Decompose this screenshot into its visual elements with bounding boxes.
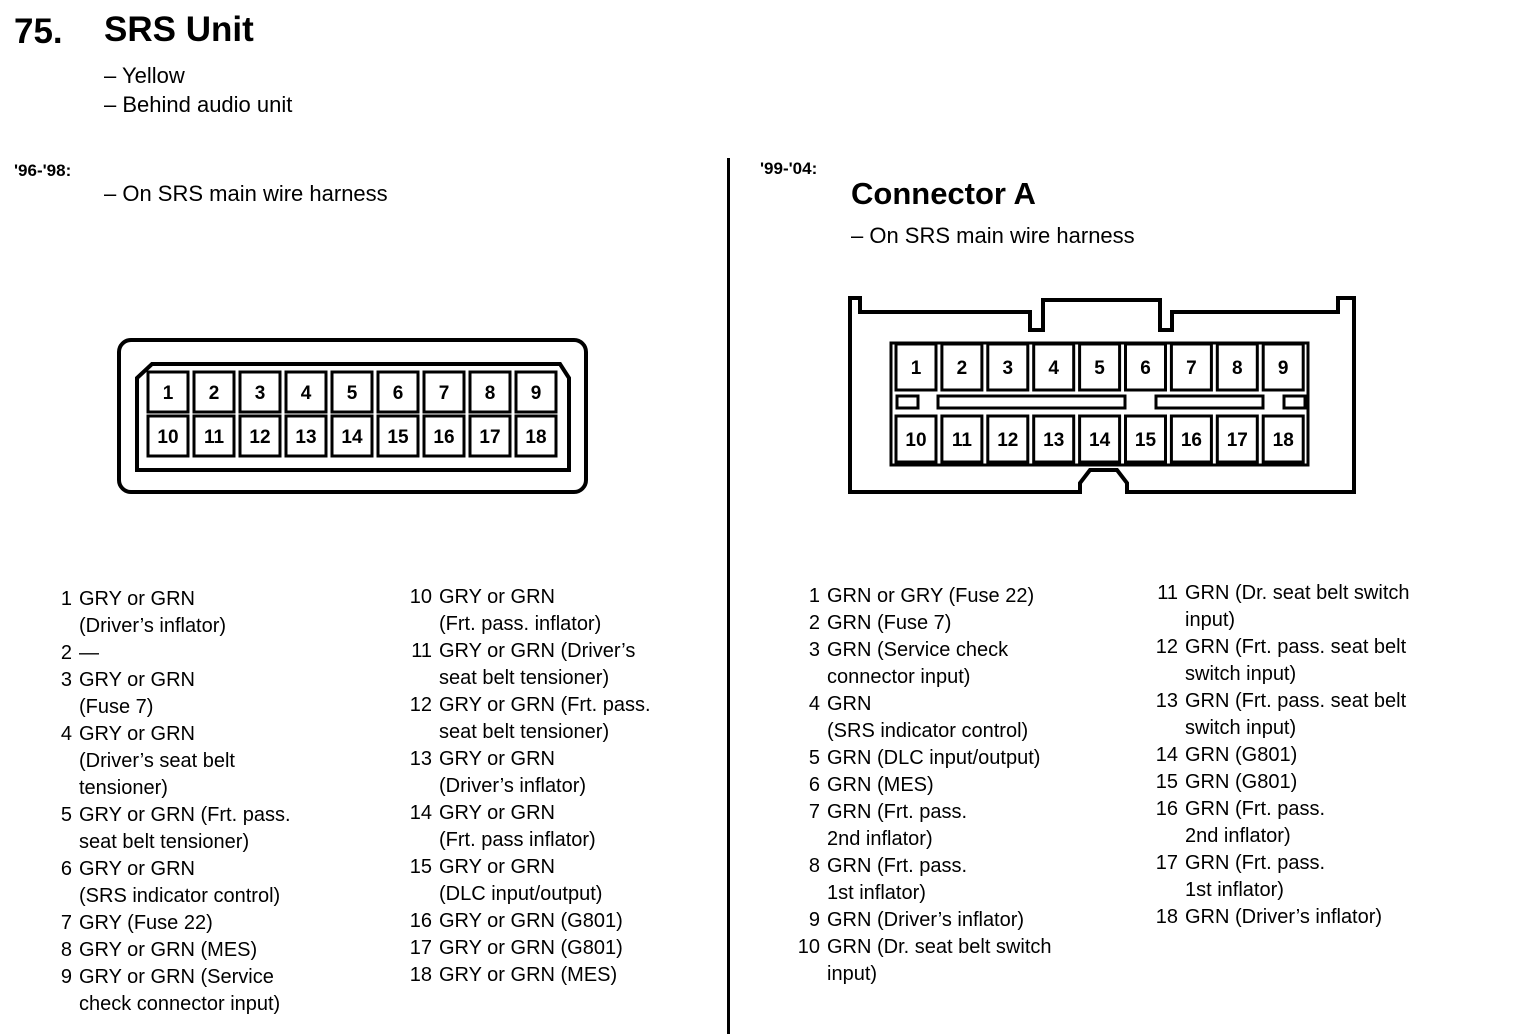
left-location: – On SRS main wire harness: [104, 181, 388, 206]
left-pin-list-2: [404, 584, 651, 989]
pin-number: 4: [60, 723, 72, 745]
pin-number: 13: [1155, 690, 1178, 712]
pin-description: GRY or GRN (SRS indicator control): [79, 858, 281, 907]
pin-list-item: [404, 908, 651, 935]
left-pin-label: 4: [300, 383, 312, 404]
right-connector-rail-left: [938, 396, 1125, 408]
right-pin-label: 10: [905, 430, 927, 451]
pin-list-item: [792, 610, 1052, 637]
pin-description: GRY or GRN (MES): [79, 939, 258, 961]
pin-description: GRY or GRN (Service check connector input): [79, 966, 281, 1015]
pin-list-item: [52, 937, 291, 964]
pin-description: GRY or GRN (Frt. pass. seat belt tensioner): [79, 804, 291, 853]
pin-list-item: [404, 692, 651, 746]
pin-number: 8: [60, 939, 72, 961]
pin-number: 2: [808, 612, 820, 634]
pin-number: 16: [409, 910, 432, 932]
pin-list-item: [1150, 634, 1410, 688]
pin-description: GRY or GRN (Driver’s seat belt tensioner): [79, 723, 235, 799]
pin-number: 3: [808, 639, 820, 661]
pin-description: GRN (Service check connector input): [827, 639, 1009, 688]
right-pin-label: 11: [951, 430, 972, 451]
pin-description: GRN or GRY (Fuse 22): [827, 585, 1035, 607]
color-note: – Yellow: [104, 63, 185, 88]
pin-list-item: [1150, 904, 1410, 931]
pin-list-item: [404, 584, 651, 638]
pin-number: 1: [808, 585, 820, 607]
right-years-label: '99-'04:: [760, 159, 818, 178]
pin-description: GRN (Dr. seat belt switch input): [1185, 582, 1410, 631]
left-pin-label: 3: [254, 383, 266, 404]
right-pin-grid: [896, 344, 1303, 462]
left-pin-label: 10: [157, 427, 179, 448]
pin-list-item: [1150, 850, 1410, 904]
right-pin-label: 9: [1277, 358, 1289, 379]
right-pin-label: 18: [1272, 430, 1294, 451]
pin-list-item: [404, 935, 651, 962]
pin-list-item: [404, 638, 651, 692]
pin-number: 10: [797, 936, 820, 958]
page-title: SRS Unit: [104, 10, 254, 49]
left-pin-label: 17: [479, 427, 501, 448]
pin-list-item: [792, 637, 1052, 691]
right-pin-label: 1: [910, 358, 922, 379]
pin-list-item: [404, 962, 651, 989]
pin-number: 9: [60, 966, 72, 988]
pin-list-item: [404, 854, 651, 908]
pin-number: 13: [409, 748, 432, 770]
pin-description: GRN (MES): [827, 774, 934, 796]
pin-description: GRN (Frt. pass. 2nd inflator): [827, 801, 968, 850]
pin-list-item: [792, 907, 1052, 934]
right-pin-label: 7: [1186, 358, 1197, 379]
pin-list-item: [404, 746, 651, 800]
pin-number: 12: [409, 694, 432, 716]
left-pin-label: 14: [341, 427, 363, 448]
pin-description: GRN (Driver’s inflator): [827, 909, 1025, 931]
pin-description: GRN (Fuse 7): [827, 612, 952, 634]
right-pin-label: 17: [1226, 430, 1248, 451]
pin-description: GRN (Frt. pass. 1st inflator): [1185, 852, 1326, 901]
right-pin-label: 16: [1180, 430, 1202, 451]
pin-list-item: [1150, 580, 1410, 634]
pin-list-item: [792, 934, 1052, 988]
pin-description: GRN (Frt. pass. 2nd inflator): [1185, 798, 1326, 847]
right-pin-list-1: [792, 583, 1052, 988]
pin-description: GRN (SRS indicator control): [827, 693, 1029, 742]
pin-number: 1: [60, 588, 72, 610]
left-pin-label: 5: [346, 383, 358, 404]
pin-description: GRN (Frt. pass. seat belt switch input): [1185, 636, 1407, 685]
pin-number: 10: [409, 586, 432, 608]
pin-list-item: [52, 910, 291, 937]
left-pin-label: 13: [295, 427, 317, 448]
pin-number: 11: [411, 640, 432, 662]
pin-description: GRN (Frt. pass. 1st inflator): [827, 855, 968, 904]
right-pin-label: 6: [1140, 358, 1151, 379]
right-connector-latch-right: [1284, 396, 1305, 408]
pin-number: 9: [808, 909, 820, 931]
pin-number: 18: [409, 964, 432, 986]
pin-list-item: [792, 583, 1052, 610]
left-pin-label: 15: [387, 427, 409, 448]
left-pin-label: 1: [162, 383, 174, 404]
left-pin-label: 16: [433, 427, 455, 448]
pin-number: 14: [1155, 744, 1178, 766]
pin-number: 4: [808, 693, 820, 715]
pin-description: GRY or GRN (Driver’s inflator): [79, 588, 227, 637]
pin-list-item: [792, 691, 1052, 745]
pin-description: GRN (G801): [1185, 771, 1298, 793]
right-pin-label: 2: [956, 358, 968, 379]
section-number: 75.: [14, 12, 63, 51]
right-pin-label: 12: [997, 430, 1019, 451]
right-pin-label: 13: [1043, 430, 1065, 451]
pin-list-item: [1150, 796, 1410, 850]
pin-list-item: [1150, 742, 1410, 769]
pin-number: 17: [409, 937, 432, 959]
pin-number: 3: [60, 669, 72, 691]
pin-number: 8: [808, 855, 820, 877]
left-pin-label: 8: [484, 383, 496, 404]
left-pin-label: 6: [392, 383, 404, 404]
pin-number: 15: [1155, 771, 1178, 793]
pin-list-item: [404, 800, 651, 854]
pin-number: 16: [1155, 798, 1178, 820]
pin-description: GRY or GRN (MES): [439, 964, 618, 986]
pin-number: 7: [808, 801, 820, 823]
left-pin-label: 7: [438, 383, 450, 404]
pin-number: 5: [808, 747, 820, 769]
left-years-label: '96-'98:: [14, 161, 72, 180]
pin-list-item: [52, 586, 291, 640]
pin-description: —: [79, 642, 99, 664]
pin-description: GRN (Dr. seat belt switch input): [827, 936, 1052, 985]
pin-list-item: [792, 799, 1052, 853]
right-pin-label: 8: [1232, 358, 1243, 379]
pin-list-item: [52, 721, 291, 802]
pin-number: 14: [409, 802, 432, 824]
right-pin-label: 14: [1089, 430, 1111, 451]
pin-list-item: [52, 856, 291, 910]
pin-description: GRN (Driver’s inflator): [1185, 906, 1383, 928]
left-pin-label: 9: [530, 383, 542, 404]
right-location: – On SRS main wire harness: [851, 223, 1135, 248]
left-pin-list-1: [52, 586, 291, 1018]
pin-list-item: [792, 853, 1052, 907]
pin-list-item: [52, 640, 291, 667]
pin-description: GRN (Frt. pass. seat belt switch input): [1185, 690, 1407, 739]
pin-list-item: [1150, 688, 1410, 742]
connector-title: Connector A: [851, 176, 1036, 211]
pin-description: GRY or GRN (Fuse 7): [79, 669, 195, 718]
pin-number: 6: [808, 774, 820, 796]
pin-number: 7: [60, 912, 72, 934]
left-pin-grid: [148, 372, 556, 456]
pin-description: GRY or GRN (G801): [439, 937, 623, 959]
pin-number: 12: [1155, 636, 1178, 658]
pin-list-item: [792, 745, 1052, 772]
pin-list-item: [52, 964, 291, 1018]
left-pin-label: 18: [525, 427, 547, 448]
pin-description: GRY or GRN (Driver’s inflator): [439, 748, 587, 797]
left-pin-label: 12: [249, 427, 271, 448]
right-pin-label: 15: [1134, 430, 1157, 451]
pin-list-item: [1150, 769, 1410, 796]
pin-number: 18: [1155, 906, 1178, 928]
pin-list-item: [52, 802, 291, 856]
right-pin-label: 3: [1002, 358, 1014, 379]
pin-description: GRY (Fuse 22): [79, 912, 213, 934]
pin-number: 17: [1155, 852, 1178, 874]
left-pin-label: 2: [208, 383, 220, 404]
pin-description: GRY or GRN (DLC input/output): [439, 856, 603, 905]
right-connector-latch-left: [897, 396, 918, 408]
pin-description: GRN (G801): [1185, 744, 1298, 766]
pin-number: 6: [60, 858, 72, 880]
pin-description: GRY or GRN (Frt. pass. inflator): [439, 586, 602, 635]
right-pin-label: 4: [1048, 358, 1059, 379]
pin-description: GRY or GRN (Frt. pass inflator): [439, 802, 596, 851]
pin-number: 11: [1157, 582, 1178, 604]
pin-description: GRY or GRN (Driver’s seat belt tensioner): [439, 640, 636, 689]
pin-number: 15: [409, 856, 432, 878]
pin-number: 5: [60, 804, 72, 826]
pin-list-item: [52, 667, 291, 721]
pin-description: GRY or GRN (Frt. pass. seat belt tensioner): [439, 694, 651, 743]
pin-number: 2: [60, 642, 72, 664]
right-connector-rail-right: [1156, 396, 1263, 408]
right-pin-list-2: [1150, 580, 1410, 931]
right-pin-label: 5: [1094, 358, 1105, 379]
pin-list-item: [792, 772, 1052, 799]
left-pin-label: 11: [203, 427, 225, 448]
location-note: – Behind audio unit: [104, 92, 293, 117]
pin-description: GRN (DLC input/output): [827, 747, 1041, 769]
pin-description: GRY or GRN (G801): [439, 910, 623, 932]
